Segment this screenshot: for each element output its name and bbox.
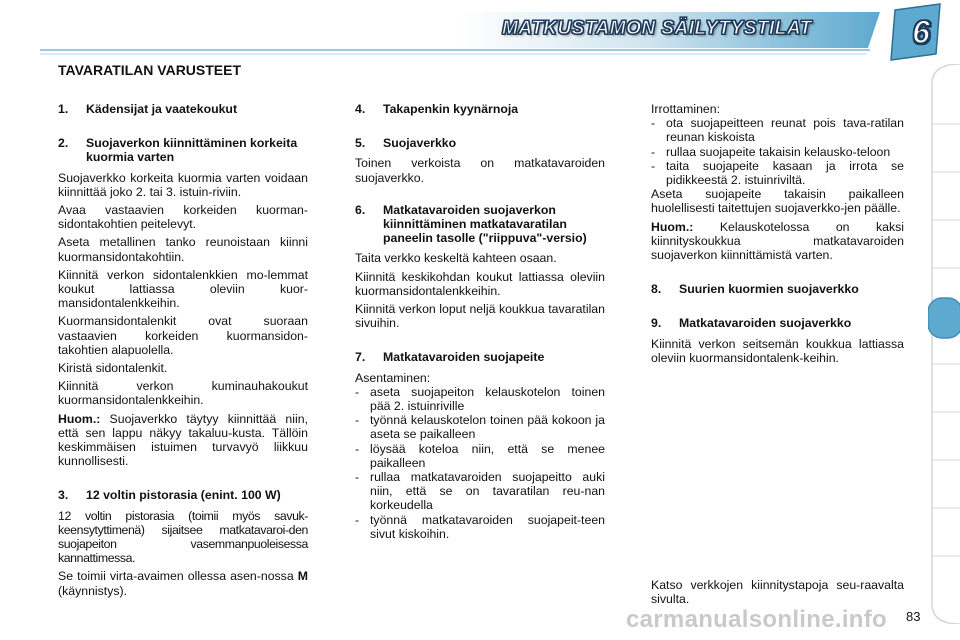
paragraph: Aseta suojapeite takaisin paikalleen huolellisesti taitettujen suojaverkko-jen päälle. <box>651 187 904 216</box>
list-item: - työnnä kelauskotelon toinen pää kokoon ja aseta se paikalleen <box>355 413 605 442</box>
paragraph: Kiristä sidontalenkit. <box>58 361 168 376</box>
see-next-page-note: Katso verkkojen kiinnitystapoja seu-raavalta sivulta. <box>651 578 904 607</box>
paragraph: Se toimii virta-avaimen ollessa asen-nossa M (käynnistys). <box>58 569 308 598</box>
heading-9: 9. Matkatavaroiden suojaverkko <box>651 316 852 331</box>
chapter-header-banner <box>0 0 960 70</box>
watermark: carmanualsonline.info <box>626 606 888 633</box>
heading-1: 1. Kädensijat ja vaatekoukut <box>58 102 238 116</box>
list-item: - ota suojapeitteen reunat pois tava-ratilan reunan kiskoista <box>651 116 904 145</box>
heading-7: 7. Matkatavaroiden suojapeite <box>355 350 545 365</box>
list-item: - rullaa suojapeite takaisin kelausko-teloon <box>651 144 891 159</box>
note-paragraph: Huom.: Suojaverkko täytyy kiinnittää niin, että sen lappu näkyy takaluu-kusta. Tällöin keskimmäisen istuimen turvavyö liikkuu kunnollisesti. <box>58 411 308 469</box>
heading-5: 5. Suojaverkko <box>355 136 457 151</box>
heading-4: 4. Takapenkin kyynärnoja <box>355 102 519 116</box>
paragraph: Kiinnitä verkon loput neljä koukkua tavaratilan sivuihin. <box>355 302 605 331</box>
list-item: - taita suojapeite kasaan ja irrota se pidikkeestä 2. istuinriviltä. <box>651 158 904 188</box>
chapter-tabs <box>928 64 960 624</box>
page-number: 83 <box>906 609 921 624</box>
paragraph: Kiinnitä keskikohdan koukut lattiassa oleviin kuormansidontalenkkeihin. <box>355 269 605 298</box>
paragraph: 12 voltin pistorasia (toimii myös savuk-keensytyttimenä) sijaitsee matkatavaroi-den suojapeiton vasemmanpuoleisessa kannattimessa. <box>58 508 308 566</box>
list-item: - työnnä matkatavaroiden suojapeit-teen sivut kiskoihin. <box>355 512 605 541</box>
paragraph: Taita verkko keskeltä kahteen osaan. <box>355 251 557 266</box>
list-item: - rullaa matkatavaroiden suojapeitto auki niin, että se on tavaratilan reu-nan korkeudella <box>355 470 605 513</box>
chapter-number: 6 <box>912 14 930 50</box>
heading-6: 6. Matkatavaroiden suojaverkon kiinnittäminen matkatavaratilan paneelin tasolle ("riippuva"-versio) <box>355 202 587 246</box>
paragraph: Avaa vastaavien korkeiden kuorman-sidontakohtien peitelevyt. <box>58 203 308 232</box>
note-paragraph: Huom.: Kelauskotelossa on kaksi kiinnityskoukkua matkatavaroiden suojaverkon kiinnittämistä varten. <box>651 219 904 263</box>
paragraph: Suojaverkko korkeita kuormia varten voidaan kiinnittää joko 2. tai 3. istuin-riviin. <box>58 170 308 199</box>
heading-3: 3. 12 voltin pistorasia (enint. 100 W) <box>58 488 281 503</box>
remove-label: Irrottaminen: <box>651 102 721 116</box>
install-label: Asentaminen: <box>355 370 431 385</box>
paragraph: Toinen verkoista on matkatavaroiden suojaverkko. <box>355 156 605 185</box>
page-title: TAVARATILAN VARUSTEET <box>58 62 242 78</box>
paragraph: Kiinnitä verkon sidontalenkkien mo-lemmat koukut lattiassa oleviin kuor-mansidontalenkkeihin. <box>58 267 308 311</box>
column-3 <box>651 102 904 369</box>
heading-2: 2. Suojaverkon kiinnittäminen korkeita kuormia varten <box>58 136 298 165</box>
paragraph: Kuormansidontalenkit ovat suoraan vastaavien korkeiden kuormansidon-takohtien alapuolella. <box>58 314 308 357</box>
paragraph: Aseta metallinen tanko reunoistaan kiinni kuormansidontakohtiin. <box>58 235 308 264</box>
chapter-title: MATKUSTAMON SÄILYTYSTILAT <box>502 18 812 39</box>
heading-8: 8. Suurien kuormien suojaverkko <box>651 282 859 297</box>
paragraph: Kiinnitä verkon kuminauhakoukut kuormansidontalenkkeihin. <box>58 379 308 408</box>
column-2 <box>355 92 605 541</box>
paragraph: Kiinnitä verkon seitsemän koukkua lattiassa oleviin kuormansidontalenk-keihin. <box>651 336 904 365</box>
list-item: - aseta suojapeiton kelauskotelon toinen pää 2. istuinriville <box>355 384 605 414</box>
column-1 <box>58 92 308 602</box>
list-item: - löysää koteloa niin, että se menee paikalleen <box>355 441 605 470</box>
